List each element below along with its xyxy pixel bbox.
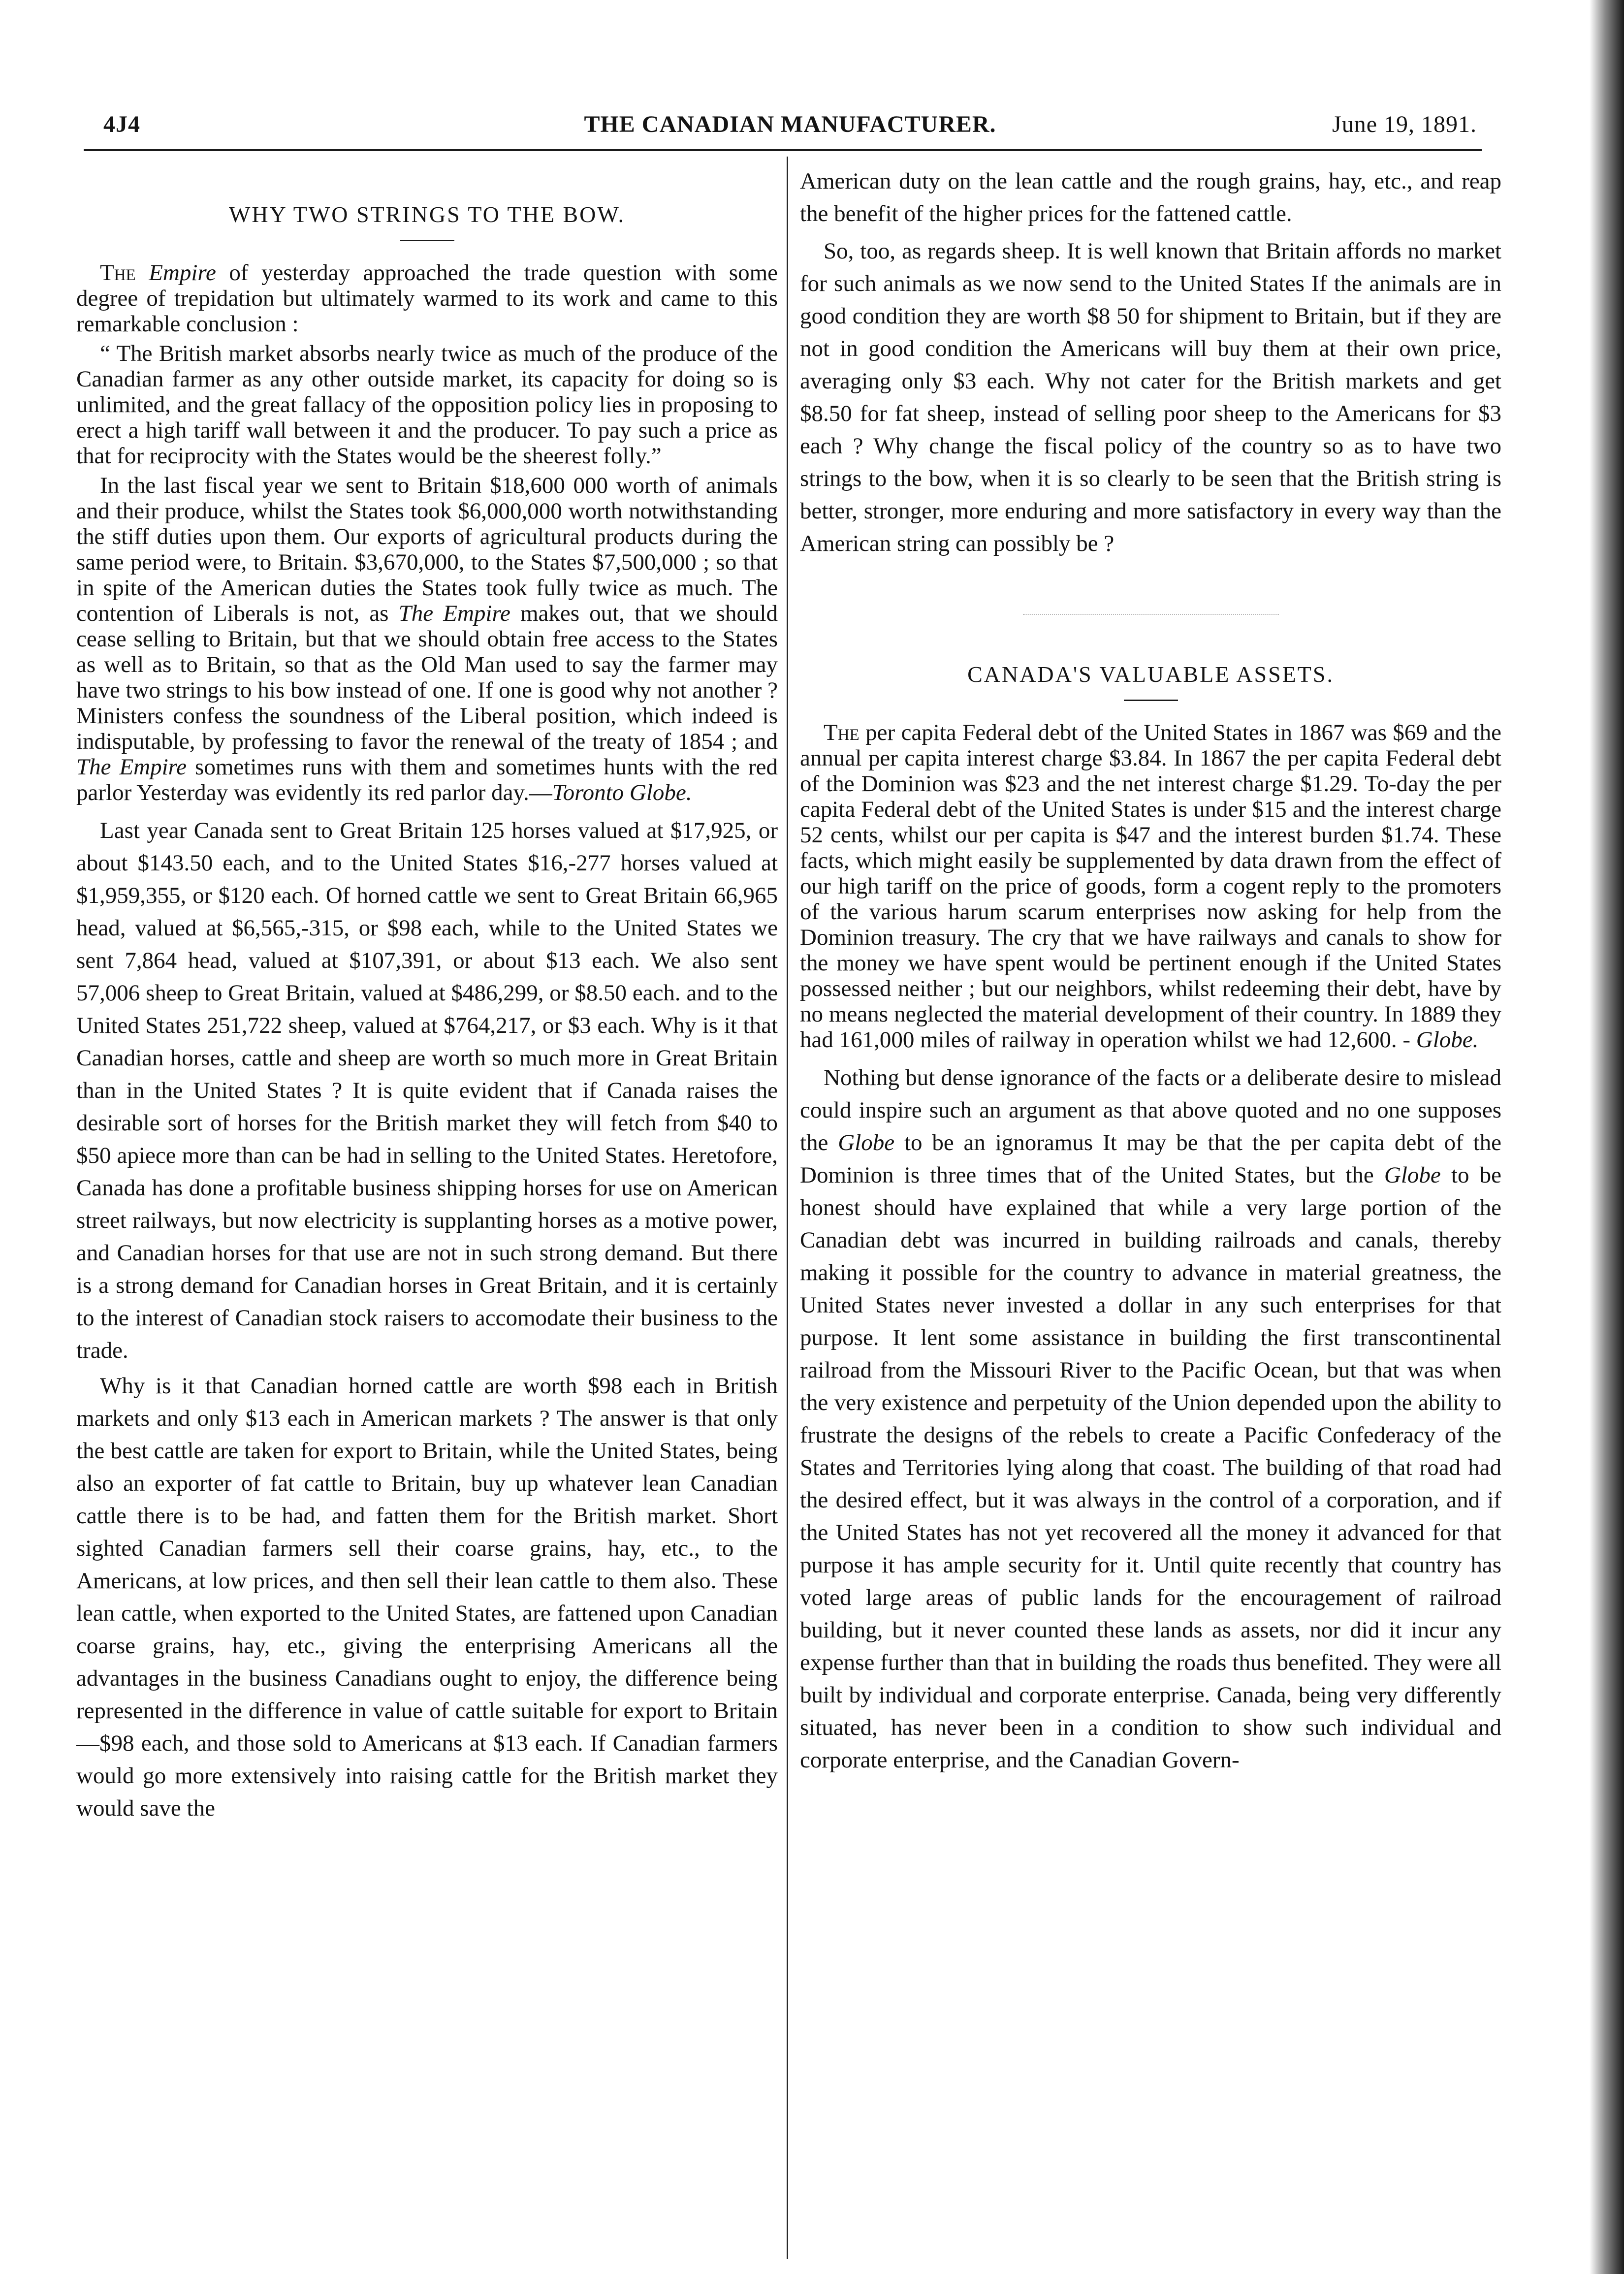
headline-rule (1124, 700, 1178, 701)
article-paragraph (76, 473, 778, 805)
paragraph-text: Nothing but dense ignorance of the facts or a deliberate desire to mislead could inspire such an argument as that above quoted and no one supposes the (800, 1065, 1501, 1155)
article-paragraph (800, 1061, 1501, 1776)
column-divider (787, 157, 788, 2259)
article-separator (1023, 614, 1279, 616)
publication-title: THE CANADIAN MANUFACTURER. (584, 111, 996, 137)
paragraph-text: makes out, that we should cease selling to Britain, but that we should obtain free access to the States as well as to Britain, so that as the Old Man used to say the farmer may have two strings to his bow instead of one. If one is good why not another ? Ministers confess the soundness of the Liberal position, which indeed is indisputable, by professing to favor the renewal of the treaty of 1854 ; and (76, 601, 778, 754)
page-header (103, 111, 1477, 140)
left-column (76, 165, 778, 1825)
source-credit: Toronto Globe. (552, 780, 692, 805)
header-rule (84, 149, 1482, 151)
paragraph-text: per capita Federal debt of the United States in 1867 was $69 and the annual per capita interest charge $3.84. In 1867 the per capita Federal debt of the Dominion was $23 and the net interest charge $1.29. To-day the per capita Federal debt of the United States is under $15 and the interest charge 52 cents, whilst our per capita is $47 and the interest burden $1.74. These facts, which might easily be supplemented by data drawn from the effect of our high tariff on the price of goods, form a cogent reply to the promoters of the various harum scarum enterprises now asking for help from the Dominion treasury. The cry that we have railways and canals to show for the money we have spent would be pertinent enough if the United States possessed neither ; but our neighbors, whilst redeeming their debt, have by no means neglected the material development of their country. In 1889 they had 161,000 miles of railway in operation whilst we had 12,600. - (800, 720, 1501, 1053)
headline-rule (400, 240, 454, 241)
article-paragraph-continued: American duty on the lean cattle and the rough grains, hay, etc., and reap the benefit of the higher prices for the fattened cattle. (800, 168, 1501, 226)
lead-word: The (824, 720, 860, 745)
publication-ref: Globe (1384, 1162, 1441, 1188)
article-paragraph (76, 260, 778, 337)
article-paragraph: So, too, as regards sheep. It is well known that Britain affords no market for such animals as we now send to the United States If the animals are in good condition they are worth $8 50 for shipment to Britain, but if they are not in good condition the Americans will buy them at their own price, averaging only $3 each. Why not cater for the British markets and get $8.50 for fat sheep, instead of selling poor sheep to the Americans for $3 each ? Why change the fiscal policy of the country so as to have two strings to the bow, when it is so clearly to be seen that the British string is better, stronger, more enduring and more satisfactory in every way than the American string can possibly be ? (800, 238, 1501, 556)
block-quote: “ The British market absorbs nearly twice as much of the produce of the Canadian farmer as any other outside market, its capacity for doing so is unlimited, and the great fallacy of the opposition policy lies in proposing to erect a high tariff wall between it and the producer. To pay such a price as that for reciprocity with the States would be the sheerest folly.” (76, 341, 778, 469)
lead-word: The (100, 260, 136, 286)
publication-ref: The Empire (398, 601, 510, 626)
article-headline: CANADA'S VALUABLE ASSETS. (967, 662, 1334, 687)
article-paragraph: Last year Canada sent to Great Britain 125 horses valued at $17,925, or about $143.50 each, and to the United States $16,-277 horses valued at $1,959,355, or $120 each. Of horned cattle we sent to Great Britain 66,965 head, valued at $6,565,-315, or $98 each, while to the United States we sent 7,864 head, valued at $107,391, or about $13 each. We also sent 57,006 sheep to Great Britain, valued at $486,299, or $8.50 each. and to the United States 251,722 sheep, valued at $764,217, or $3 each. Why is it that Canadian horses, cattle and sheep are worth so much more in Great Britain than in the United States ? It is quite evident that if Canada raises the desirable sort of horses for the British market they will fetch from $40 to $50 apiece more than can be had in selling to the United States. Heretofore, Canada has done a profitable business shipping horses for use on American street railways, but now electricity is supplanting horses as a motive power, and Canadian horses for that use are not in such strong demand. But there is a strong demand for Canadian horses in Great Britain, and it is certainly to the interest of Canadian stock raisers to accomodate their business to the trade. (76, 818, 778, 1363)
paragraph-text: to be an ignoramus It may be that the per capita debt of the Dominion is three times that of the United States, but the (800, 1130, 1501, 1188)
article-paragraph: Why is it that Canadian horned cattle are worth $98 each in British markets and only $13 each in American markets ? The answer is that only the best cattle are taken for export to Britain, while the United States, being also an exporter of fat cattle to Britain, buy up whatever lean Canadian cattle there is to be had, and fatten them for the British market. Short sighted Canadian farmers sell their coarse grains, hay, etc., to the Americans, at low prices, and then sell their lean cattle to them also. These lean cattle, when exported to the United States, are fattened upon Canadian coarse grains, hay, etc., giving the enterprising Americans all the advantages in the business Canadians ought to enjoy, the difference being represented in the difference in value of cattle suitable for export to Britain—$98 each, and those sold to Americans at $13 each. If Canadian farmers would go more extensively into raising cattle for the British market they would save the (76, 1373, 778, 1821)
right-column (800, 165, 1501, 1776)
page-number: 4J4 (103, 111, 140, 137)
scan-edge-shadow (1590, 0, 1624, 2274)
paragraph-text: In the last fiscal year we sent to Britain $18,600 000 worth of animals and their produce, whilst the States took $6,000,000 worth notwithstanding the stiff duties upon them. Our exports of agricultural products during the same period were, to Britain. $3,670,000, to the States $7,500,000 ; so that in spite of the American duties the States took fully twice as much. The contention of Liberals is not, as (76, 473, 778, 626)
issue-date: June 19, 1891. (1332, 111, 1477, 137)
publication-ref: Empire (149, 260, 216, 286)
article-headline: WHY TWO STRINGS TO THE BOW. (228, 202, 626, 227)
paragraph-text: to be honest should have explained that while a very large portion of the Canadian debt was incurred in building railroads and canals, thereby making it possible for the country to advance in material greatness, the United States never invested a dollar in any such enterprises for that purpose. It lent some assistance in building the first transcontinental railroad from the Missouri River to the Pacific Ocean, but that was when the very existence and perpetuity of the Union depended upon the ability to frustrate the designs of the rebels to create a Pacific Confederacy of the States and Territories lying along that coast. The building of that road had the desired effect, but it was always in the control of a corporation, and if the United States has not yet recovered all the money it advanced for that purpose it has ample security for it. Until quite recently that country has voted large areas of public lands for the encouragement of railroad building, but it never counted these lands as assets, nor did it incur any expense further than that in building the roads thus benefited. They were all built by individual and corporate enterprise. Canada, being very differently situated, has never been in a condition to show such individual and corporate enterprise, and the Canadian Govern- (800, 1162, 1501, 1773)
article-paragraph (800, 720, 1501, 1053)
publication-ref: The Empire (76, 754, 187, 780)
source-credit: Globe. (1416, 1027, 1479, 1053)
paragraph-text: of yesterday approached the trade question with some degree of trepidation but ultimately warmed to its work and came to this remarkable conclusion : (76, 260, 778, 337)
paragraph-text: sometimes runs with them and sometimes hunts with the red parlor Yesterday was evidently its red parlor day.— (76, 754, 778, 805)
publication-ref: Globe (838, 1130, 895, 1155)
